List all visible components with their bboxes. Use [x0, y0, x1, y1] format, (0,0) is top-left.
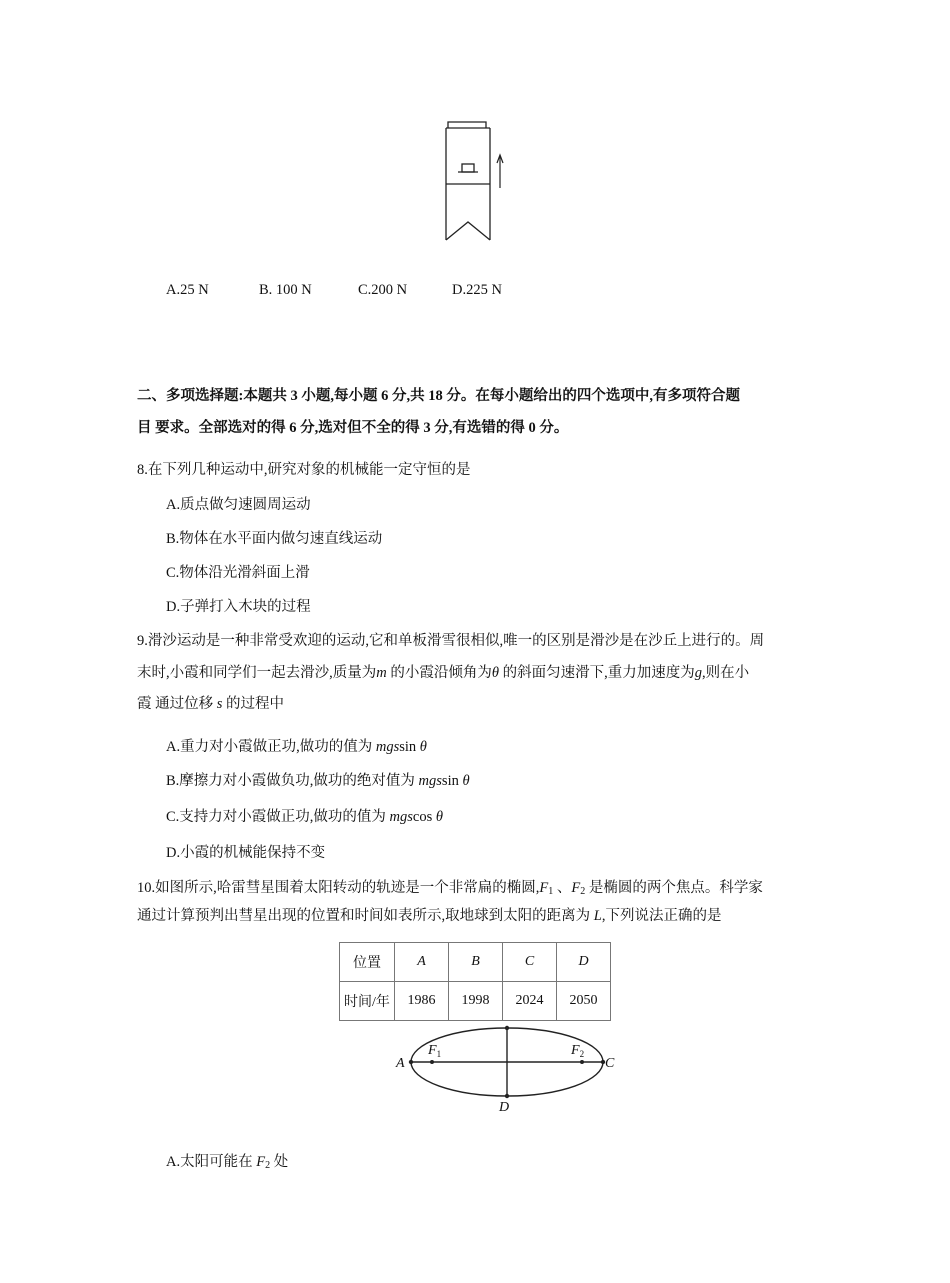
q8-stem: 8.在下列几种运动中,研究对象的机械能一定守恒的是: [137, 462, 471, 478]
q7-option-a: A.25 N: [166, 282, 209, 298]
table-cell: B: [449, 943, 503, 982]
orbit-label-a: A: [396, 1056, 405, 1071]
q8-option-c: C.物体沿光滑斜面上滑: [166, 565, 310, 581]
q8-option-a: A.质点做匀速圆周运动: [166, 497, 311, 513]
rocket-figure: [430, 118, 520, 248]
table-row: [340, 982, 611, 1021]
q9-option-b: B.摩擦力对小霞做负功,做功的绝对值为 mgssin θ: [166, 773, 470, 789]
table-header-position: 位置: [340, 943, 395, 982]
table-cell: 2050: [557, 982, 611, 1021]
q9-line2: 末时,小霞和同学们一起去滑沙,质量为m 的小霞沿倾角为θ 的斜面匀速滑下,重力加速度为g,则在小: [137, 665, 750, 681]
q9-option-d: D.小霞的机械能保持不变: [166, 845, 326, 861]
orbit-label-f1: $F_1$: [428, 1043, 442, 1059]
table-cell: 1998: [449, 982, 503, 1021]
q9-option-a: A.重力对小霞做正功,做功的值为 mgssin θ: [166, 739, 427, 755]
table-cell: C: [503, 943, 557, 982]
q10-line1: 10.如图所示,哈雷彗星围着太阳转动的轨迹是一个非常扁的椭圆$,F_1$ 、$F_2$ 是椭圆的两个焦点。科学家: [137, 880, 763, 897]
q7-option-c: C.200 N: [358, 282, 408, 298]
q9-line3: 霞 通过位移 s 的过程中: [137, 696, 285, 712]
q10-option-a: A.太阳可能在 $F_2$ 处: [166, 1154, 289, 1171]
section2-line1: 二、多项选择题:本题共 3 小题,每小题 6 分,共 18 分。在每小题给出的四个选项中,有多项符合题: [137, 388, 740, 404]
table-cell: D: [557, 943, 611, 982]
q10-line2: 通过计算预判出彗星出现的位置和时间如表所示,取地球到太阳的距离为 L,下列说法正确的是: [137, 908, 722, 924]
orbit-label-c: C: [605, 1056, 615, 1071]
orbit-label-f2: $F_2$: [571, 1043, 585, 1059]
table-row: [340, 943, 611, 982]
up-arrow-icon: [497, 155, 503, 188]
q8-option-b: B.物体在水平面内做匀速直线运动: [166, 531, 383, 547]
table-cell: 1986: [395, 982, 449, 1021]
q9-option-c: C.支持力对小霞做正功,做功的值为 mgscos θ: [166, 809, 444, 825]
q7-option-d: D.225 N: [452, 282, 502, 298]
table-header-time: 时间/年: [340, 982, 395, 1021]
table-cell: A: [395, 943, 449, 982]
q7-option-b: B. 100 N: [259, 282, 312, 298]
table-cell: 2024: [503, 982, 557, 1021]
position-time-table: [339, 942, 611, 1021]
q8-option-d: D.子弹打入木块的过程: [166, 599, 311, 615]
orbit-label-d: D: [499, 1100, 510, 1115]
q9-line1: 9.滑沙运动是一种非常受欢迎的运动,它和单板滑雪很相似,唯一的区别是滑沙是在沙丘上进行的。周: [137, 633, 765, 649]
section2-line2: 目 要求。全部选对的得 6 分,选对但不全的得 3 分,有选错的得 0 分。: [137, 420, 569, 436]
comet-orbit-diagram: [390, 1022, 630, 1117]
